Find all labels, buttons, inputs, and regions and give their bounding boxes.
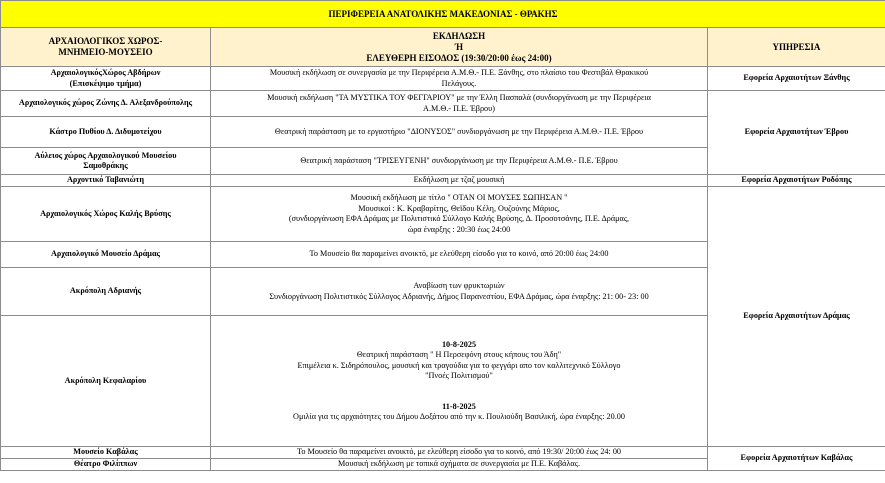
event-line: (συνδιοργάνωση ΕΦΑ Δράμας με Πολιτιστικό Σύλλογο Καλής Βρύσης, Δ. Προσοτσάνης, Π.Ε. Δράμας, bbox=[288, 214, 630, 223]
table-row bbox=[1, 91, 885, 117]
table-row bbox=[1, 175, 885, 187]
service-cell-xanthi: Εφορεία Αρχαιοτήτων Ξάνθης bbox=[708, 67, 885, 91]
site-cell: Αρχαιολογικός χώρος Ζώνης Δ. Αλεξανδρούπολης bbox=[1, 91, 211, 117]
header-event-line3: ΕΛΕΥΘΕΡΗ ΕΙΣΟΔΟΣ (19:30/20:00 έως 24:00) bbox=[366, 52, 552, 63]
event-cell: Θεατρική παράσταση με το εργαστήριο "ΔΙΟΝΥΣΟΣ" συνδιοργάνωση με την Περιφέρεια Α.Μ.Θ.- Π.Ε. Έβρου bbox=[211, 117, 708, 148]
header-event-line2: Ή bbox=[454, 41, 464, 52]
event-line: Μουσικοί : Κ. Κραβαρίτης, Θεϊδου Κέλη, Ουζούνης Μάριος, bbox=[358, 203, 560, 213]
event-line: Α.Μ.Θ.- Π.Ε. Έβρου) bbox=[423, 103, 495, 113]
header-site-line2: ΜΝΗΜΕΙΟ-ΜΟΥΣΕΙΟ bbox=[58, 47, 153, 57]
site-cell: Ακρόπολη Αδριανής bbox=[1, 268, 211, 316]
site-cell: Κάστρο Πυθίου Δ. Διδυμοτείχου bbox=[1, 117, 211, 148]
site-line: ΑρχαιολογικόςΧώρος Αβδήρων bbox=[50, 68, 161, 77]
event-cell: Μουσική εκδήλωση με τοπικά σχήματα σε συνεργασία με Π.Ε. Καβάλας. bbox=[211, 459, 708, 471]
event-line: Πελάγους. bbox=[441, 78, 477, 88]
site-cell bbox=[1, 148, 211, 175]
site-cell: Μουσείο Καβάλας bbox=[1, 447, 211, 459]
header-site-line1: ΑΡΧΑΙΟΛΟΓΙΚΟΣ ΧΩΡΟΣ- bbox=[48, 36, 163, 46]
header-event bbox=[211, 28, 708, 67]
event-cell bbox=[211, 268, 708, 316]
site-cell: Θέατρο Φιλίππων bbox=[1, 459, 211, 471]
event-cell: Θεατρική παράσταση "ΤΡΙΣΕΥΓΕΝΗ" συνδιοργάνωση με την Περιφέρεια Α.Μ.Θ.- Π.Ε. Έβρου bbox=[211, 148, 708, 175]
header-service: ΥΠΗΡΕΣΙΑ bbox=[708, 28, 885, 67]
table-row bbox=[1, 67, 885, 91]
site-line: Σαμοθράκης bbox=[83, 161, 128, 170]
event-line: ώρα έναρξης : 20:30 έως 24:00 bbox=[407, 224, 511, 234]
table-row bbox=[1, 447, 885, 459]
service-cell-drama: Εφορεία Αρχαιοτήτων Δράμας bbox=[708, 187, 885, 447]
event-cell bbox=[211, 187, 708, 242]
event-cell: Το Μουσείο θα παραμείνει ανοικτό, με ελεύθερη είσοδο για το κοινό, από 20:00 έως 24:00 bbox=[211, 242, 708, 268]
service-cell-evros: Εφορεία Αρχαιοτήτων Έβρου bbox=[708, 91, 885, 175]
header-site bbox=[1, 28, 211, 67]
event-line: Ομιλία για τις αρχαιότητες του Δήμου Δοξάτου από την κ. Πουλιούδη Βασιλική, ώρα έναρξης: 20.00 bbox=[293, 412, 625, 421]
event-cell bbox=[211, 91, 708, 117]
event-date: 11-8-2025 bbox=[442, 401, 476, 411]
site-line: (Επισκέψιμο τμήμα) bbox=[69, 78, 142, 88]
event-line: Μουσική εκδήλωση με τίτλο " ΟΤΑΝ ΟΙ ΜΟΥΣΕΣ ΣΩΠΗΣΑΝ " bbox=[350, 193, 568, 202]
site-cell: Ακρόπολη Κεφαλαρίου bbox=[1, 316, 211, 447]
event-cell: Εκδήλωση με τζαζ μουσική bbox=[211, 175, 708, 187]
spacer bbox=[213, 392, 705, 402]
event-date: 10-8-2025 bbox=[441, 339, 477, 349]
event-line: "Πνοές Πολιτισμού" bbox=[425, 371, 493, 380]
event-cell bbox=[211, 67, 708, 91]
site-cell: Αρχαιολογικό Μουσείο Δράμας bbox=[1, 242, 211, 268]
spacer bbox=[213, 382, 705, 392]
event-line: Θεατρική παράσταση " Η Περσεφόνη στους κήπους του Άδη" bbox=[356, 350, 562, 359]
title-row bbox=[1, 1, 885, 28]
event-line: Μουσική εκδήλωση σε συνεργασία με την Περιφέρεια Α.Μ.Θ.- Π.Ε. Ξάνθης, στο πλαίσιο του Φεστιβάλ Θρακικού bbox=[269, 68, 649, 77]
service-cell-kavala: Εφορεία Αρχαιοτήτων Καβάλας bbox=[708, 447, 885, 471]
event-cell bbox=[211, 316, 708, 447]
event-line: Επιμέλεια κ. Σιδηρόπουλος, μουσική και τραγούδια για το φεγγάρι απο τον καλλιτεχνικό Σύλλογο bbox=[297, 360, 621, 370]
event-line: Μουσική εκδήλωση "ΤΑ ΜΥΣΤΙΚΑ ΤΟΥ ΦΕΓΓΑΡΙΟΥ" με την Έλλη Πασπαλά (συνδιοργάνωση με την Περιφέρεια bbox=[267, 93, 651, 102]
event-cell: Το Μουσείο θα παραμείνει ανοικτό, με ελεύθερη είσοδο για το κοινό, από 19:30/ 20:00 έως 24: 00 bbox=[211, 447, 708, 459]
event-line: Συνδιοργάνωση Πολιτιστικός Σύλλογος Αδριανής, Δήμος Παρανεστίου, ΕΦΑ Δράμας, ώρα έναρξης: 21: 00- 23: 00 bbox=[269, 291, 649, 301]
table-row bbox=[1, 187, 885, 242]
site-cell: Αρχαιολογικός Χώρος Καλής Βρύσης bbox=[1, 187, 211, 242]
site-cell: Αρχοντικό Ταβανιώτη bbox=[1, 175, 211, 187]
event-line: Αναβίωση των φρυκτωριών bbox=[413, 281, 505, 290]
site-line: Αύλειος χώρος Αρχαιολογικού Μουσείου bbox=[34, 150, 177, 160]
site-cell bbox=[1, 67, 211, 91]
service-cell-rodopi: Εφορεία Αρχαιοτήτων Ροδόπης bbox=[708, 175, 885, 187]
region-title: ΠΕΡΙΦΕΡΕΙΑ ΑΝΑΤΟΛΙΚΗΣ ΜΑΚΕΔΟΝΙΑΣ - ΘΡΑΚΗΣ bbox=[1, 1, 885, 28]
header-row bbox=[1, 28, 885, 67]
header-event-line1: ΕΚΔΗΛΩΣΗ bbox=[432, 30, 486, 41]
